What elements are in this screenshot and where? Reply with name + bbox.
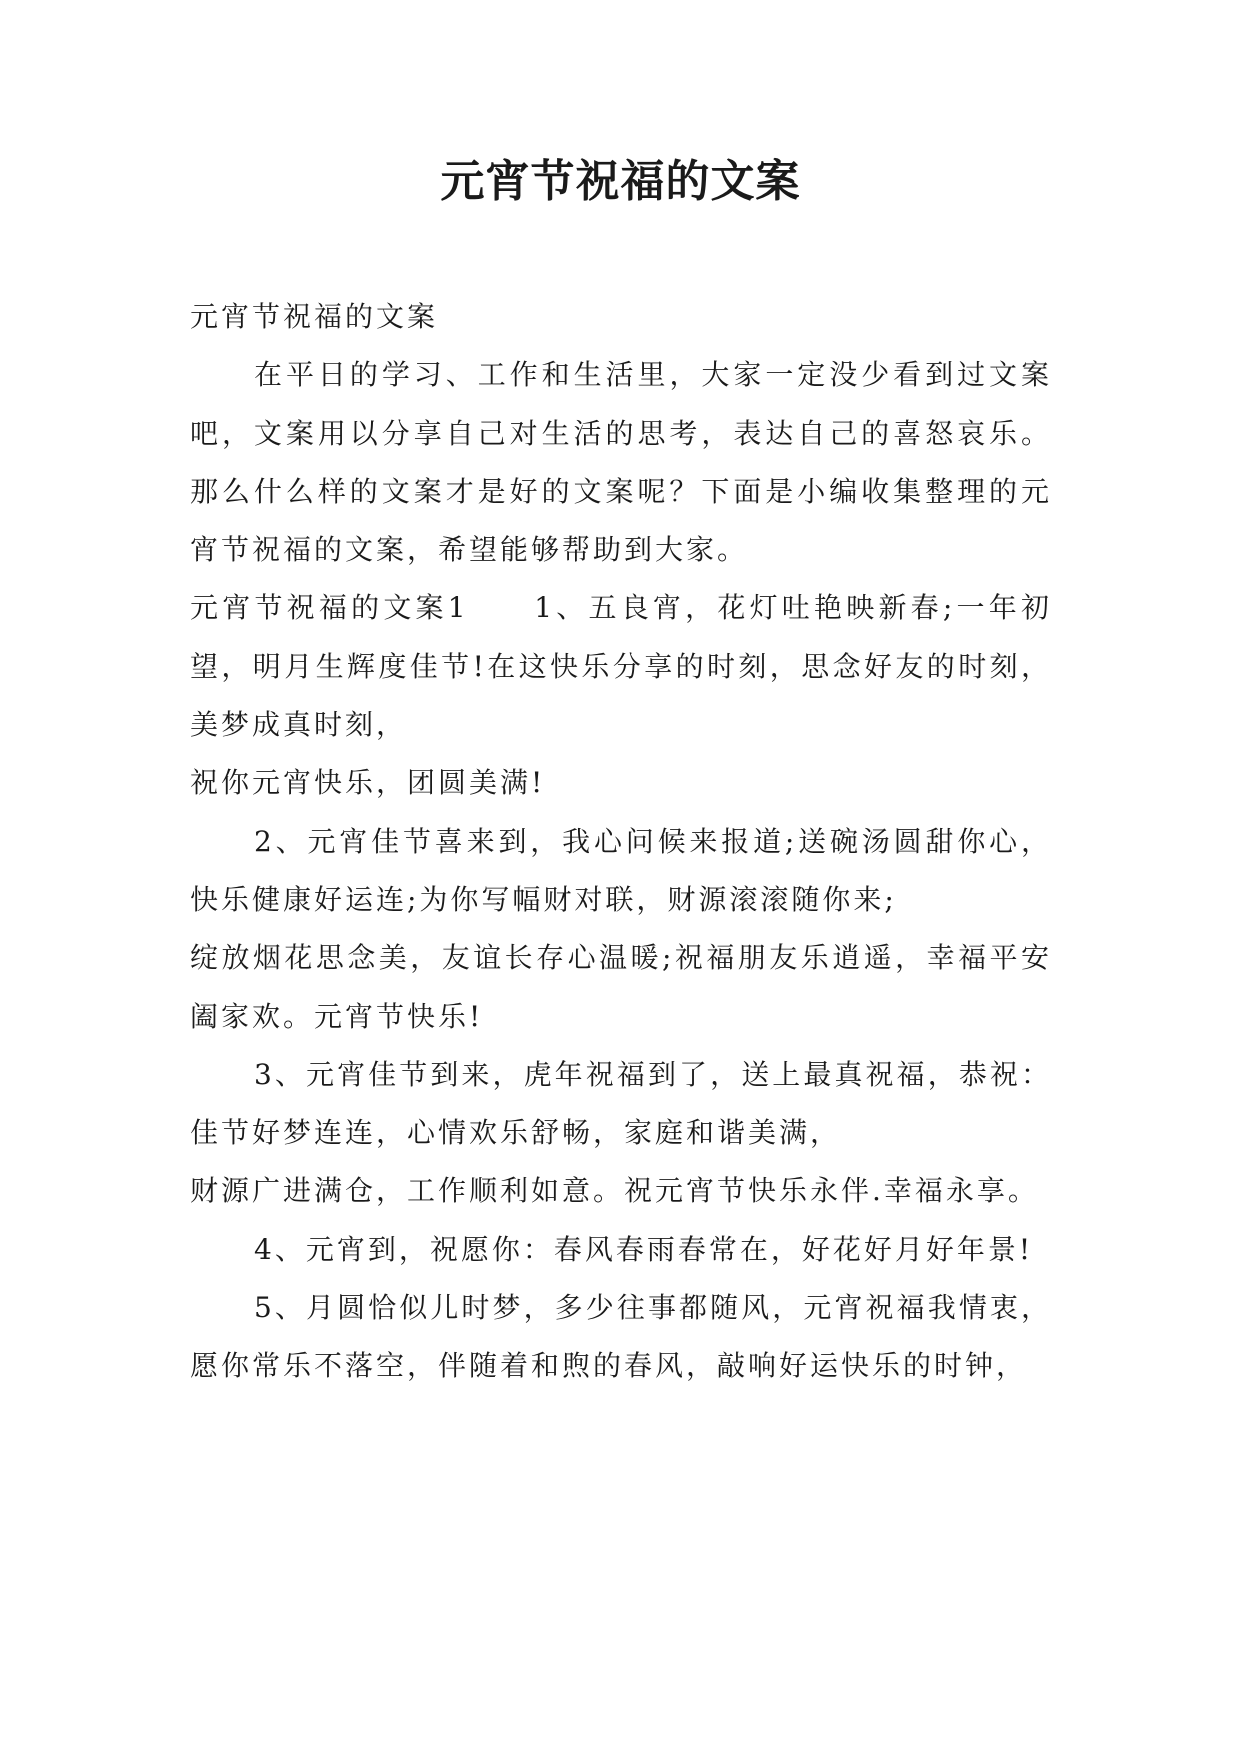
document-body [190,288,1052,1396]
wish-2-paragraph: 2、元宵佳节喜来到，我心问候来报道;送碗汤圆甜你心，快乐健康好运连;为你写幅财对联，财源滚滚随你来; [190,824,1052,916]
wish-5-paragraph: 5、月圆恰似儿时梦，多少往事都随风，元宵祝福我情衷，愿你常乐不落空，伴随着和煦的春风，敲响好运快乐的时钟， [190,1291,1052,1383]
wish-3-continuation: 财源广进满仓，工作顺利如意。祝元宵节快乐永伴.幸福永享。 [190,1174,1039,1208]
wish-3-paragraph: 3、元宵佳节到来，虎年祝福到了，送上最真祝福，恭祝：佳节好梦连连，心情欢乐舒畅，家庭和谐美满， [190,1057,1052,1150]
document-title: 元宵节祝福的文案 [440,156,801,207]
section-1-paragraph: 元宵节祝福的文案1 1、五良宵，花灯吐艳映新春;一年初望，明月生辉度佳节!在这快乐分享的时刻，思念好友的时刻，美梦成真时刻， [190,591,1052,742]
body-subtitle: 元宵节祝福的文案 [190,300,439,333]
wish-1-closing: 祝你元宵快乐，团圆美满! [190,766,546,800]
intro-paragraph: 在平日的学习、工作和生活里，大家一定没少看到过文案吧，文案用以分享自己对生活的思考，表达自己的喜怒哀乐。那么什么样的文案才是好的文案呢？下面是小编收集整理的元宵节祝福的文案，希望能够帮助到大家。 [190,358,1052,567]
wish-4-paragraph: 4、元宵到，祝愿你：春风春雨春常在，好花好月好年景! [254,1232,1034,1266]
wish-2-continuation: 绽放烟花思念美，友谊长存心温暖;祝福朋友乐逍遥，幸福平安阖家欢。元宵节快乐! [190,941,1052,1033]
